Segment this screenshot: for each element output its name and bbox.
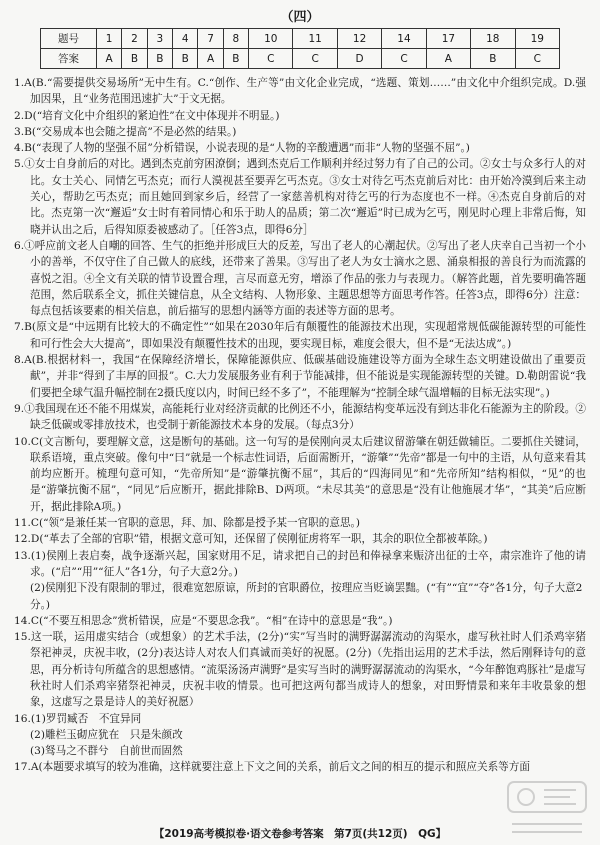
number-cell: 4 xyxy=(173,29,198,49)
answer-cell: C xyxy=(249,49,293,69)
answer-cell: A xyxy=(426,49,470,69)
answer-item-12: 12.D(“革去了全部的官职”错，根据文意可知，还保留了侯刚征虏将军一职，其余的职位全都被革除。) xyxy=(14,533,488,546)
answer-cell: B xyxy=(223,49,248,69)
answer-item-7: 7.B(原文是“中远期有比较大的不确定性”“如果在2030年后有颠覆性的能源技术出现，实现超常规低碳能源转型的可能性和可行性会大大提高”，即如果没有颠覆性技术的出现，要实现目标，难度会很大，但不是“无法达成”。) xyxy=(14,321,586,350)
answer-cell: A xyxy=(97,49,122,69)
answer-item-3: 3.B(“交易成本也会随之提高”不是必然的结果。) xyxy=(14,125,237,138)
answer-cell: B xyxy=(173,49,198,69)
number-cell: 12 xyxy=(337,29,381,49)
row-label-answers: 答案 xyxy=(41,49,97,69)
answer-item-8: 8.A(B.根据材料一，我国“在保障经济增长，保障能源供应、低碳基础设施建设等方面为全球生态文明建设做出了重要贡献”，并非“得到了丰厚的回报”。C.大力发展服务业有利于节能减排，但不能说是实现能源转型的关键。D.勒朗雷说“我们要把全球气温升幅控制在2摄氏度以内，时间已经不多了”，不能理解为“控制全球气温增幅的目标无法实现”。) xyxy=(14,354,586,399)
number-cell: 18 xyxy=(471,29,515,49)
answer-cell: D xyxy=(337,49,381,69)
answer-cell: B xyxy=(147,49,172,69)
number-cell: 14 xyxy=(382,29,426,49)
answer-table xyxy=(40,28,560,69)
answer-explanations xyxy=(14,75,586,776)
answer-cell: A xyxy=(198,49,223,69)
answer-cell: C xyxy=(293,49,337,69)
number-cell: 19 xyxy=(515,29,560,49)
number-cell: 7 xyxy=(198,29,223,49)
number-cell: 10 xyxy=(249,29,293,49)
answer-item-5: 5.①女士自身前后的对比。遇到杰克前穷困潦倒；遇到杰克后工作顺利并经过努力有了自己的公司。②女士与众多行人的对比。女士关心、同情乞丐杰克；而行人漠视甚至要弄乞丐杰克。③女士对待乞丐杰克前后对比：由开始冷漠到后来主动关心，帮助乞丐杰克；而且她回到家乡后，经营了一家慈善机构对待乞丐的行为态度也不一样。④杰克自身前后的对比。杰克第一次“邂逅”女士时有着同情心和乐于助人的品质；第二次“邂逅”时已成为乞丐，刚见时心理上非常后悔，知晓并认出之后，后得知原委被感动了。［任答3点，即得6分］ xyxy=(14,158,586,236)
page-footer: 【2019高考模拟卷·语文卷参考答案 第7页(共12页) QG】 xyxy=(153,828,447,840)
number-cell: 3 xyxy=(147,29,172,49)
table-row-answers xyxy=(41,49,560,69)
section-heading: （四） xyxy=(280,10,320,25)
number-cell: 17 xyxy=(426,29,470,49)
answer-item-1: 1.A(B.“需要提供交易场所”无中生有。C.“创作、生产等”由文化企业完成，“选题、策划……”由文化中介组织完成。D.强加因果，且“业务范围迅速扩大”于文无据。 xyxy=(14,77,586,106)
answer-item-16-2: (2)雕栏玉砌应犹在 只是朱颜改 xyxy=(30,728,183,741)
answer-item-14: 14.C(“不要互相思念”赏析错误，应是“不要思念我”。“相”在诗中的意思是“我”。) xyxy=(14,614,393,627)
answer-item-11: 11.C(“领”是兼任某一官职的意思，拜、加、除都是授予某一官职的意思。) xyxy=(14,517,360,530)
number-cell: 2 xyxy=(122,29,147,49)
answer-item-4: 4.B(“表现了人物的坚强不屈”分析错误，小说表现的是“人物的辛酸遭遇”而非“人物的坚强不屈”。) xyxy=(14,142,470,155)
answer-item-13-2: (2)侯刚犯下没有限制的罪过，很难宽恕原谅，所封的官职爵位，按理应当贬谪罢黜。(“有”“宜”“夺”各1分，句子大意2分。) xyxy=(30,582,583,611)
answer-item-10: 10.C(文言断句，要理解文意，这是断句的基础。这一句写的是侯刚向灵太后建议留游肇在朝廷做辅臣。二要抓住关键词，联系语境，重点突破。像句中“曰”就是一个标志性词语，后面需断开，“游肇”“先帝”都是一句中的主语，从句意来看其前均应断开。梳理句意可知，“先帝所知”是“游肇抗衡不屈”，其后的“四海同见”和“先帝所知”结构相似，“见”的也是“游肇抗衡不屈”，“同见”后应断开，据此排除B、D两项。“未尽其美”的意思是“没有让他施展才华”，“其美”后应断开，据此排除A项。) xyxy=(14,435,586,513)
answer-cell: C xyxy=(515,49,560,69)
answer-item-16-3: (3)驽马之不群兮 自前世而固然 xyxy=(30,745,183,758)
answer-cell: C xyxy=(382,49,426,69)
answer-item-6: 6.①呼应前文老人自嘲的回答、生气的拒绝并形成巨大的反差，写出了老人的心潮起伏。②写出了老人庆幸自己当初一个小小的善举，不仅守住了自己做人的底线，还带来了善果。③写出了老人为女士滴水之恩、涌泉相报的善良行为而流露的喜悦之泪。④全文有关联的情节设置合理，言尽而意无穷，增添了作品的张力与表现力。（解答此题，首先要明确答题范围，然后联系全文，抓住关键信息，从全文结构、人物形象、主题思想等方面思考作答。任答3点，即得6分）注意：每点包括该要素的相关信息，前后描写的思想内涵等方面的表述等方面的思考。 xyxy=(14,239,586,318)
row-label-numbers: 题号 xyxy=(41,29,97,49)
number-cell: 8 xyxy=(223,29,248,49)
number-cell: 11 xyxy=(293,29,337,49)
answer-item-16-1: 16.(1)罗罚臧否 不宜异同 xyxy=(14,712,142,725)
table-row-numbers xyxy=(41,29,560,49)
answer-item-9: 9.①我国现在还不能不用煤炭，高能耗行业对经济贡献的比例还不小，能源结构变革远没有到达非化石能源为主的阶段。②缺乏低碳或零排放技术，也受制于新能源技术本身的发展。（每点3分） xyxy=(14,402,586,432)
answer-cell: B xyxy=(471,49,515,69)
answer-item-17: 17.A(本题要求填写的较为准确，这样就要注意上下文之间的关系，前后文之间的相互的提示和照应关系等方面 xyxy=(14,761,530,774)
number-cell: 1 xyxy=(97,29,122,49)
answer-item-15: 15.这一联，运用虚实结合（或想象）的艺术手法，(2分)“实”写当时的满野潺潺流动的沟渠水，虚写秋社时人们杀鸡宰猪祭祀神灵，庆祝丰收，(2分)表达诗人对农人们真诚而美好的祝愿。(2分)（先指出运用的艺术手法，然后刚释诗句的意思，再分析诗句所蕴含的思想感情。“流渠汤汤声满野”是实写当时的满野潺潺流动的沟渠水，“今年醉饱鸡豚社”是虚写秋社时人们杀鸡宰猪祭祀神灵，庆祝丰收的情景。也可把这两句都当成诗人的想象，对田野情景和来年丰收景象的想象，这虚写之景是诗人的美好祝愿） xyxy=(14,631,586,709)
answer-item-2: 2.D(“培育文化中介组织的紧迫性”在文中体现并不明显。) xyxy=(14,109,280,122)
answer-item-13-1: 13.(1)侯刚上表启奏，战争逐渐兴起，国家财用不足，请求把自己的封邑和俸禄拿来赈济出征的士卒，肃宗准许了他的请求。(“启”“用”“征人”各1分，句子大意2分。) xyxy=(14,549,586,578)
answer-cell: B xyxy=(122,49,147,69)
